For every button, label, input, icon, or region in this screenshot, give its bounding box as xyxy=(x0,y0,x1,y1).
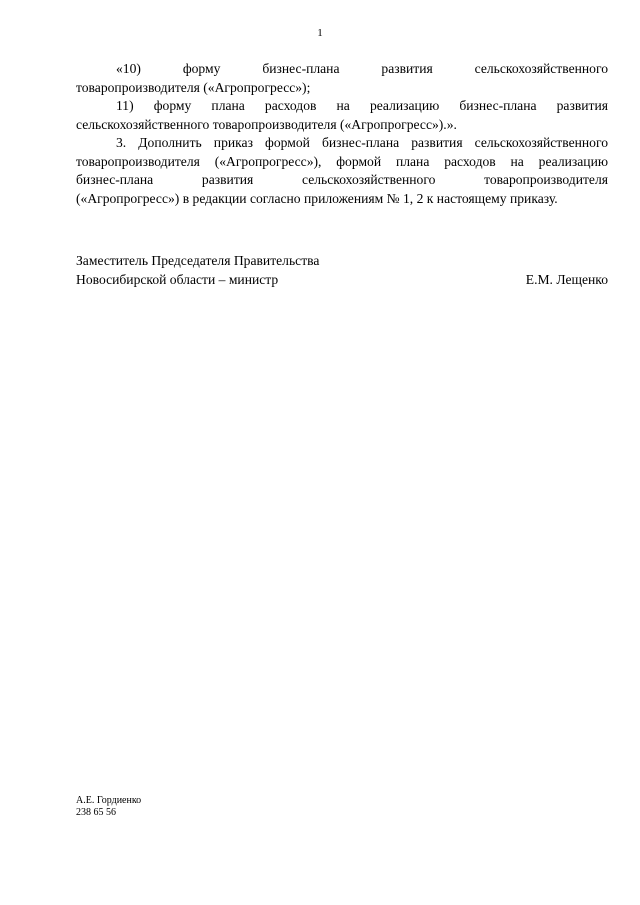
text-line: «10) форму бизнес-плана развития сельскохозяйственного xyxy=(116,61,608,76)
document-body xyxy=(76,60,608,208)
text-line: 3. Дополнить приказ формой бизнес-плана развития сельскохозяйственного xyxy=(116,135,608,150)
text-line: бизнес-плана развития сельскохозяйственного товаропроизводителя xyxy=(76,172,608,187)
signer-name: Е.М. Лещенко xyxy=(525,271,608,287)
executor-footer xyxy=(76,795,141,819)
item-10-form-business-plan xyxy=(76,60,608,97)
executor-name: А.Е. Гордиенко xyxy=(76,795,142,806)
executor-phone: 238 65 56 xyxy=(76,807,116,818)
signature-block xyxy=(76,252,608,289)
text-line: 11) форму плана расходов на реализацию бизнес-плана развития xyxy=(116,98,608,113)
text-line: товаропроизводителя («Агропрогресс»), формой плана расходов на реализацию xyxy=(76,153,608,169)
signature-row xyxy=(76,271,608,290)
signer-position-line-2: Новосибирской области – министр xyxy=(76,271,279,287)
text-line: товаропроизводителя («Агропрогресс»); xyxy=(76,79,311,95)
item-11-form-expense-plan xyxy=(76,97,608,134)
text-line: («Агропрогресс») в редакции согласно приложениям № 1, 2 к настоящему приказу. xyxy=(76,190,558,206)
page-number: 1 xyxy=(317,27,323,39)
text-line: сельскохозяйственного товаропроизводителя («Агропрогресс»).». xyxy=(76,116,457,132)
signer-position-line-1: Заместитель Председателя Правительства xyxy=(76,253,320,268)
item-3-supplement-order xyxy=(76,134,608,208)
